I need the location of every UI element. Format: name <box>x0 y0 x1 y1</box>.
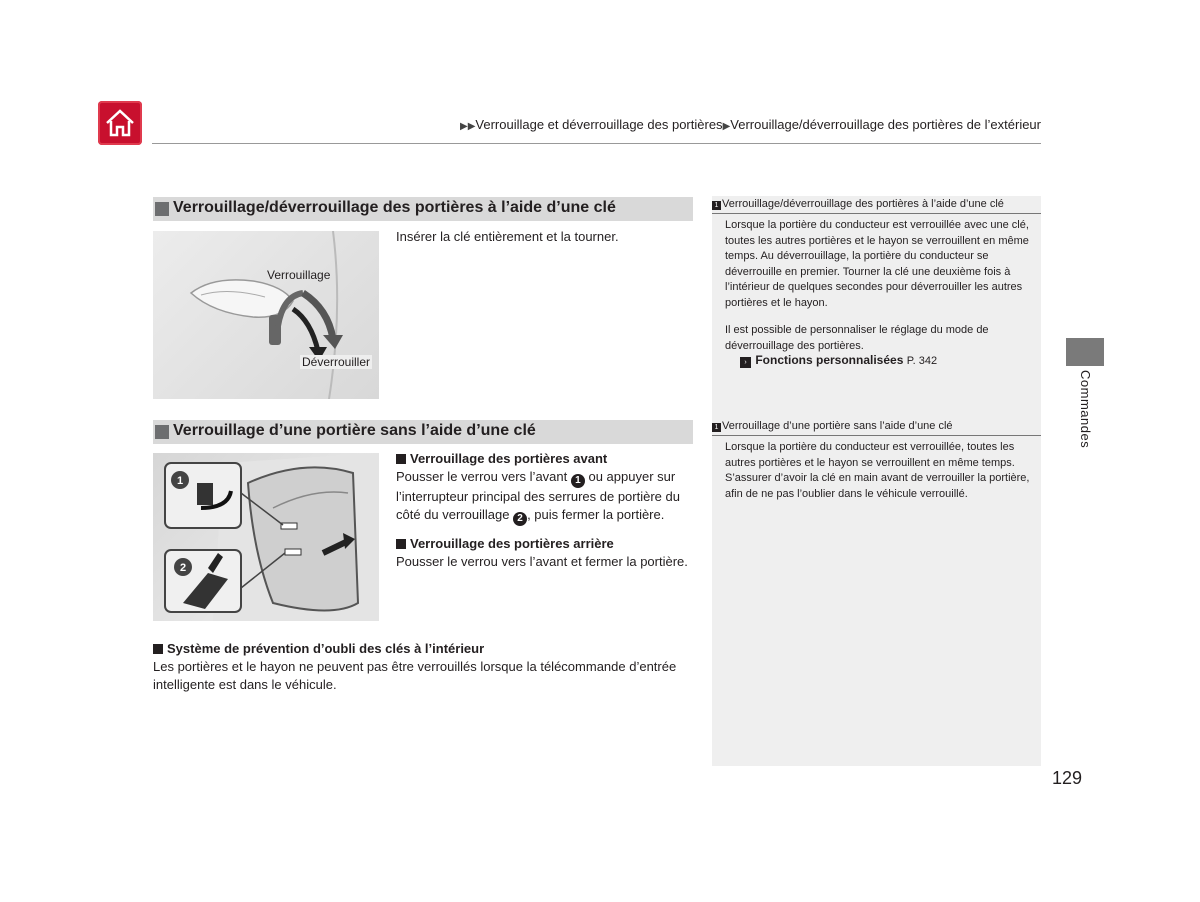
door-handle-drawing <box>153 231 379 399</box>
chapter-tab-marker[interactable] <box>1066 338 1104 366</box>
image-label-unlock: Déverrouiller <box>302 355 371 369</box>
bullet-square-icon <box>396 454 406 464</box>
note-marker-icon: 1 <box>712 423 721 432</box>
front-doors-heading: Verrouillage des portières avant <box>396 451 607 466</box>
side-note1-p1: Lorsque la portière du conducteur est verrouillée avec une clé, toutes les autres portières et le hayon se verrouillent en même temps. Au déverrouillage, la portière du conducteur se déverrouille en premier. Tourner la clé une deuxième fois à l’intérieur de quelques secondes pour déverrouiller les autres portières et le hayon. <box>725 219 1029 309</box>
custom-features-link[interactable]: › Fonctions personnalisées P. 342 <box>740 353 937 368</box>
breadcrumb-arrow-icon: ▶ <box>722 121 731 132</box>
side-note2-p1: Lorsque la portière du conducteur est verrouillée, toutes les autres portières et le hayon se verrouillent en même temps. S’assurer d’avoir la clé en main avant de verrouiller la portière, afin de ne pas l’oublier dans le véhicule verrouillé. <box>725 441 1030 500</box>
bullet-square-icon <box>396 539 406 549</box>
side-note2-heading: 1 Verrouillage d’une portière sans l’aide d’une clé <box>712 420 1041 432</box>
section-header-no-key <box>153 420 693 444</box>
home-icon <box>103 106 137 140</box>
breadcrumb-current: Verrouillage/déverrouillage des portières de l’extérieur <box>730 117 1041 132</box>
front-doors-text: Pousser le verrou vers l’avant 1 ou appuyer sur l’interrupteur principal des serrures de portière du côté du verrouillage 2 , puis fermer la portière. <box>396 469 680 524</box>
reference-arrow-icon: › <box>740 357 751 368</box>
key-lock-illustration <box>153 231 379 399</box>
section-title: Verrouillage/déverrouillage des portières à l’aide d’une clé <box>173 199 616 216</box>
rear-doors-heading: Verrouillage des portières arrière <box>396 536 614 551</box>
bullet-square-icon <box>153 644 163 654</box>
step-marker-1: 1 <box>571 474 585 488</box>
side-note2-divider <box>712 435 1041 436</box>
side-note1-heading: 1 Verrouillage/déverrouillage des portières à l’aide d’une clé <box>712 198 1041 210</box>
svg-text:1: 1 <box>176 475 184 487</box>
chapter-tab-label[interactable]: Commandes <box>1078 370 1093 449</box>
breadcrumb <box>460 117 1041 132</box>
rear-doors-text: Pousser le verrou vers l’avant et fermer la portière. <box>396 554 688 569</box>
key-reminder-text: Les portières et le hayon ne peuvent pas être verrouillés lorsque la télécommande d’entrée intelligente est dans le véhicule. <box>153 659 677 692</box>
section-title: Verrouillage d’une portière sans l’aide d’une clé <box>173 422 536 439</box>
home-button[interactable] <box>98 101 142 145</box>
section-marker-icon <box>155 425 169 439</box>
lock-tab-icon <box>281 523 297 529</box>
arrow-unlock-icon <box>293 309 318 351</box>
note-marker-icon: 1 <box>712 201 721 210</box>
section-header-key-lock <box>153 197 693 221</box>
side-note1-divider <box>712 213 1041 214</box>
svg-text:2: 2 <box>179 562 187 574</box>
key-reminder-heading: Système de prévention d’oubli des clés à l’intérieur <box>153 641 484 656</box>
section-marker-icon <box>155 202 169 216</box>
page-number: 129 <box>1052 768 1083 788</box>
section1-text: Insérer la clé entièrement et la tourner. <box>396 229 619 244</box>
header-divider <box>152 143 1041 144</box>
side-note1-p2: Il est possible de personnaliser le réglage du mode de déverrouillage des portières. <box>725 324 989 352</box>
step-marker-2: 2 <box>513 512 527 526</box>
arrow-lock-icon <box>303 293 333 339</box>
door-lock-illustration <box>153 453 379 621</box>
image-label-lock: Verrouillage <box>267 268 331 282</box>
door-open-drawing <box>153 453 379 621</box>
breadcrumb-arrow-icon: ▶▶ <box>460 121 476 132</box>
breadcrumb-link[interactable]: Verrouillage et déverrouillage des portières <box>475 117 723 132</box>
